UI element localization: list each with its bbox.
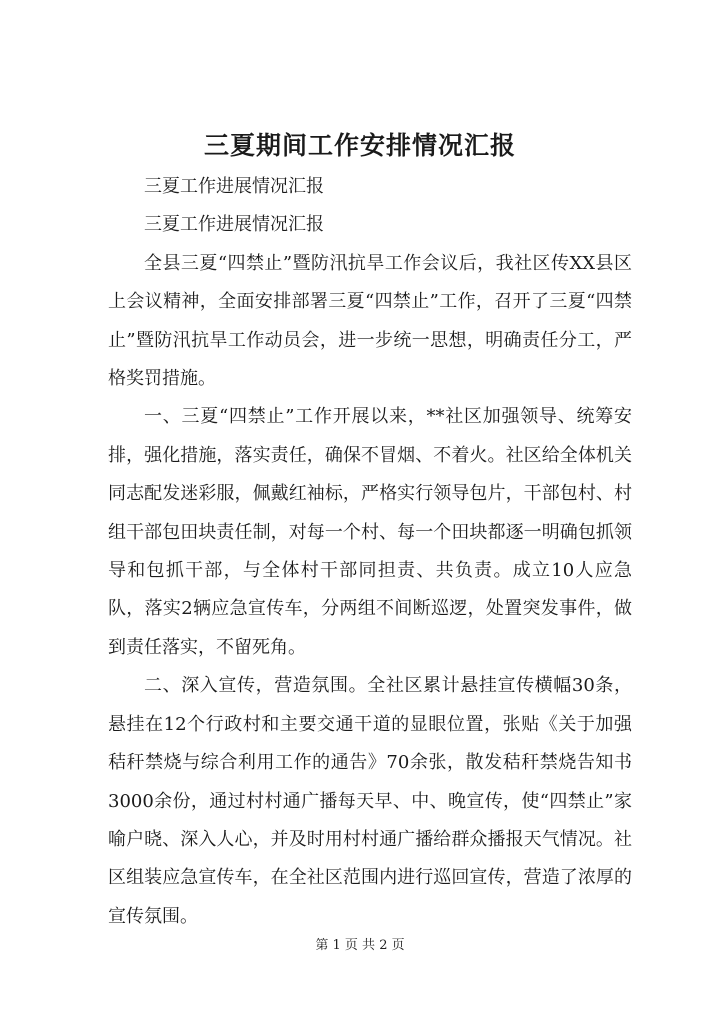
page-number-footer: 第 1 页 共 2 页: [315, 938, 405, 953]
section-two-paragraph: 二、深入宣传，营造氛围。全社区累计悬挂宣传横幅30条，悬挂在12个行政村和主要交通干道的显眼位置，张贴《关于加强秸秆禁烧与综合利用工作的通告》70余张，散发秸秆禁烧告知书3000余份，通过村村通广播每天早、中、晚宣传，使“四禁止”家喻户晓、深入人心，并及时用村村通广播给群众播报天气情况。社区组装应急宣传车，在全社区范围内进行巡回宣传，营造了浓厚的宣传氛围。: [108, 675, 632, 927]
section-one-paragraph: 一、三夏“四禁止”工作开展以来，**社区加强领导、统筹安排，强化措施，落实责任，确保不冒烟、不着火。社区给全体机关同志配发迷彩服，佩戴红袖标，严格实行领导包片，干部包村、村组干部包田块责任制，对每一个村、每一个田块都逐一明确包抓领导和包抓干部，与全体村干部同担责、共负责。成立10人应急队，落实2辆应急宣传车，分两组不间断巡逻，处置突发事件，做到责任落实，不留死角。: [108, 406, 632, 658]
document-body: [108, 168, 632, 936]
subtitle-paragraph: 三夏工作进展情况汇报: [144, 176, 324, 197]
document-title: 三夏期间工作安排情况汇报: [203, 131, 516, 160]
subtitle-paragraph-repeat: 三夏工作进展情况汇报: [144, 214, 324, 236]
intro-paragraph: 全县三夏“四禁止”暨防汛抗旱工作会议后，我社区传XX县区上会议精神，全面安排部署三夏“四禁止”工作，召开了三夏“四禁止”暨防汛抗旱工作动员会，进一步统一思想，明确责任分工，严格奖罚措施。: [108, 252, 632, 390]
